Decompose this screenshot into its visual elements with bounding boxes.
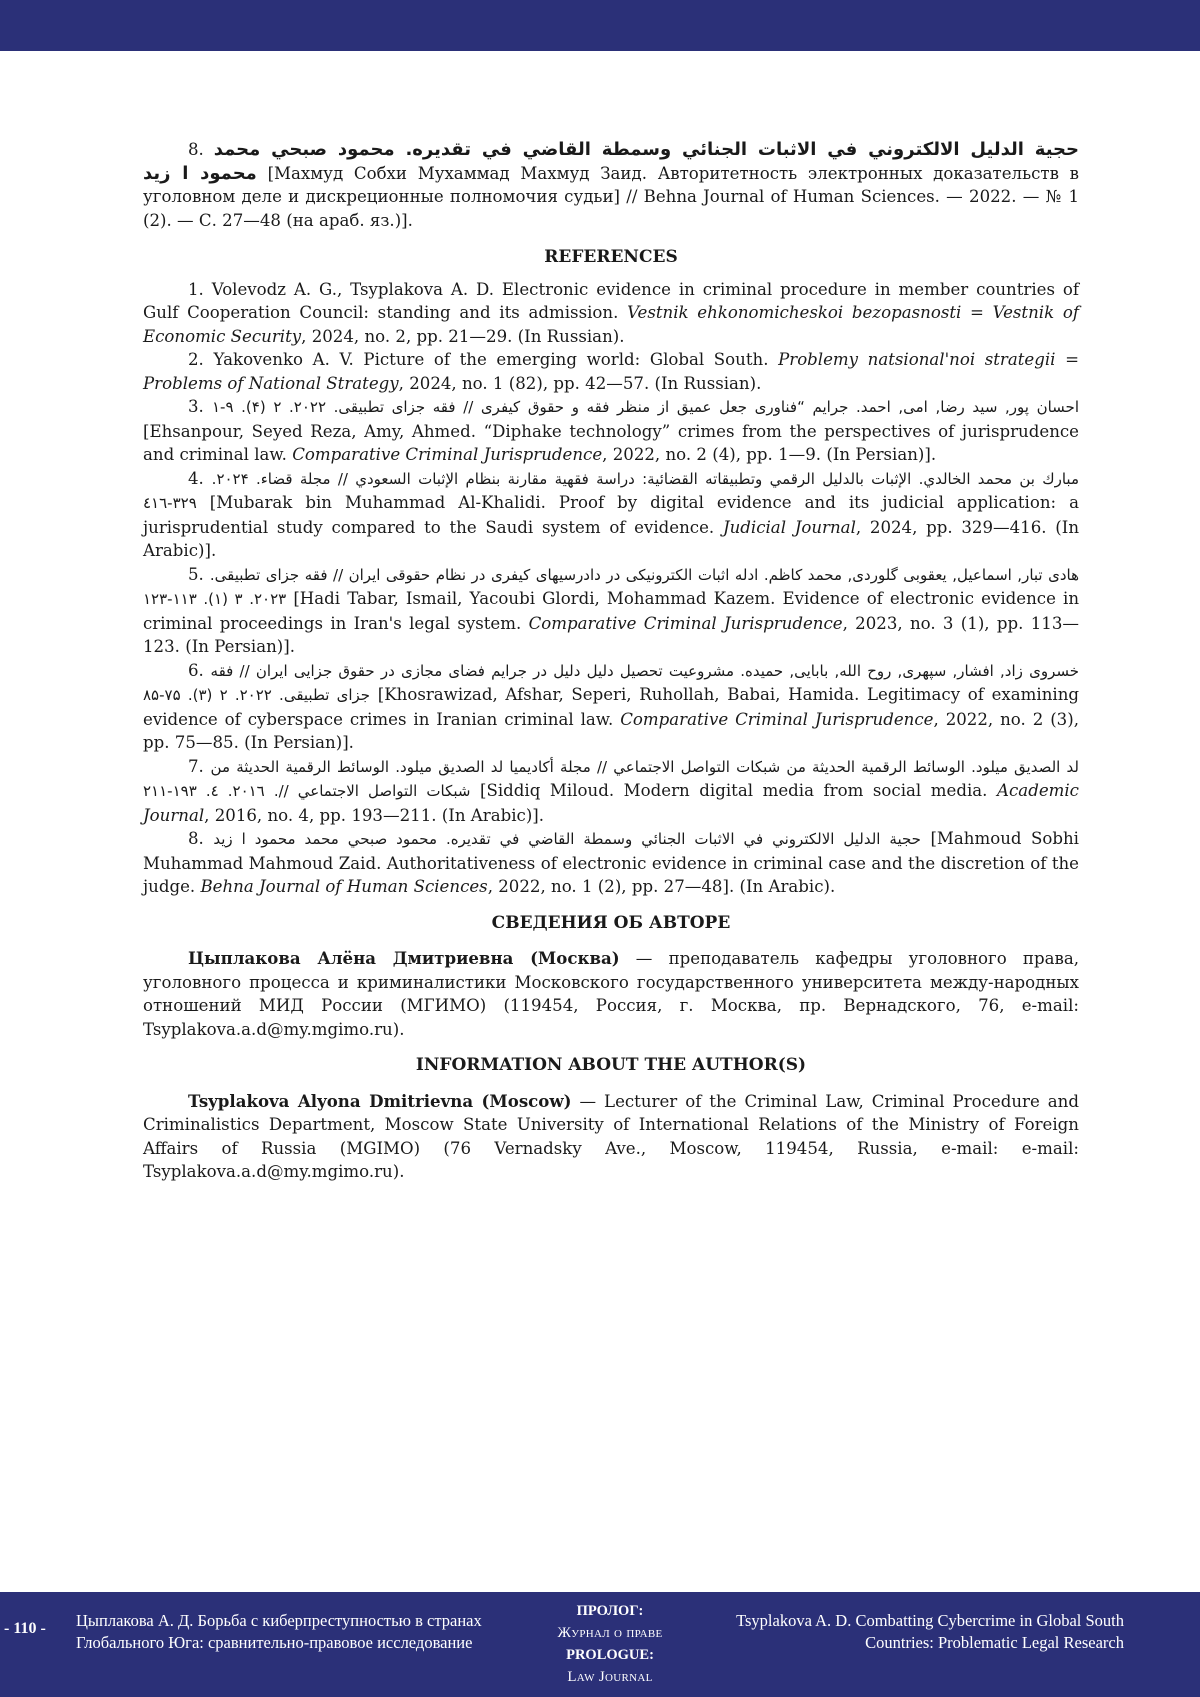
ref-journal: Academic Journal <box>143 781 1079 825</box>
reference-item-7 <box>143 755 1079 828</box>
author-name: Цыплакова Алёна Дмитриевна (Москва) <box>188 948 620 968</box>
journal-title <box>520 1600 700 1688</box>
ref-journal: Comparative Criminal Jurisprudence <box>292 445 603 464</box>
ref-number: 8. <box>188 829 204 848</box>
reference-item-3 <box>143 395 1079 467</box>
arabic-citation: حجية الدليل الالكتروني في الاثبات الجنائي وسمطة القاضي في تقديره. محمود صبحي محمد محمود ا زيد <box>143 139 1079 184</box>
ref-number: 3. <box>188 397 204 416</box>
references-list <box>143 278 1079 899</box>
page-footer <box>0 1592 1200 1697</box>
reference-item-4 <box>143 467 1079 563</box>
page-number: - 110 - <box>4 1620 46 1637</box>
ref-text: [Mahmoud Sobhi Muhammad Mahmoud Zaid. Authoritativeness of electronic evidence in criminal case and the discretion of the judge. <box>143 829 1079 896</box>
author-info-heading-en: INFORMATION ABOUT THE AUTHOR(S) <box>415 1055 807 1075</box>
journal-title-ru: ПРОЛОГ: <box>576 1603 644 1619</box>
ref-details: , 2024, no. 1 (82), pp. 42—57. (In Russian). <box>398 373 762 393</box>
top-header-band <box>0 0 1200 51</box>
arabic-citation: خسروی زاد, افشار, سپهری, روح الله, بابایی, حمیده. مشروعیت تحصیل دلیل دلیل در جرایم فضای مجازی در حقوق جزایی ایران // فقه جزای تطبیقی. ۲۰۲۲. ۲ (۳). ۷۵-۸۵ <box>143 661 1079 704</box>
reference-item-6 <box>143 659 1079 755</box>
ref-journal: Problemy natsional'noi strategii = Problems of National Strategy <box>143 350 1079 393</box>
ref-text: Volevodz A. G., Tsyplakova A. D. Electronic evidence in criminal procedure in member countries of Gulf Cooperation Council: standing and its admission. <box>143 279 1080 322</box>
author-info-en <box>143 1090 1079 1184</box>
author-info-heading-ru: СВЕДЕНИЯ ОБ АВТОРЕ <box>491 912 731 933</box>
reference-item-1 <box>143 278 1079 349</box>
ref-journal: Comparative Criminal Jurisprudence <box>620 709 934 729</box>
ref-number: 2. <box>188 350 204 369</box>
ref-number: 7. <box>188 756 204 776</box>
ref-text: [Mubarak bin Muhammad Al-Khalidi. Proof by digital evidence and its judicial application: a jurisprudential study compared to the Saudi system of evidence. <box>143 493 1079 537</box>
reference-item-8 <box>143 827 1079 899</box>
arabic-citation: مبارك بن محمد الخالدي. الإثبات بالدليل الرقمي وتطبيقاته القضائية: دراسة فقهية مقارنة بنظام الإثبات السعودي // مجلة قضاء. ۲۰۲۴. ۳۲۹-٤١٦ <box>143 469 1079 512</box>
ref-number: 4. <box>188 468 204 488</box>
ref-details: , 2023, no. 3 (1), pp. 113—123. (In Persian)]. <box>143 613 1079 656</box>
author-description: — преподаватель кафедры уголовного права, уголовного процесса и криминалистики Московского государственного университета между-народных отношений МИД России (МГИМО) (119454, Россия, г. Москва, пр. Вернадского, 76, e-mail: Tsyplakova.a.d@my.mgimo.ru). <box>143 949 1080 1039</box>
arabic-citation: هادی تبار, اسماعیل, یعقوبی گلوردی, محمد کاظم. ادله اثبات الکترونیکی در دادرسیهای کیفری در نظام حقوقی ایران // فقه جزای تطبیقی. ۲۰۲۳. ۳ (۱). ۱۱۳-۱۲۳ <box>143 565 1079 608</box>
ref-details: , 2024, pp. 329—416. (In Arabic)]. <box>143 517 1080 560</box>
ref-number: 5. <box>188 564 204 584</box>
ref-journal: Judicial Journal <box>722 517 856 537</box>
ref-details: , 2022, no. 2 (3), pp. 75—85. (In Persian)]. <box>143 709 1079 752</box>
ref-number: 1. <box>188 279 204 299</box>
arabic-citation: لد الصديق ميلود. الوسائط الرقمية الحديثة من شبكات التواصل الاجتماعي // مجلة أكاديميا لد الصديق ميلود. الوسائط الرقمية الحديثة من شبكات التواصل الاجتماعي //. ٢٠١٦. ٤. ١٩٣-٢١١ <box>143 757 1079 800</box>
ref-journal: Vestnik ehkonomicheskoi bezopasnosti = Vestnik of Economic Security <box>143 303 1079 346</box>
ref-text: [Siddiq Miloud. Modern digital media from social media. <box>480 781 988 800</box>
previous-reference-8 <box>143 138 1079 232</box>
ref-text: [Khosrawizad, Afshar, Seperi, Ruhollah, Babai, Hamida. Legitimacy of examining evidence of cyberspace crimes in Iranian criminal law. <box>143 685 1080 729</box>
references-heading: REFERENCES <box>544 247 678 267</box>
ref-details: , 2022, no. 2 (4), pp. 1—9. (In Persian)]. <box>602 445 937 464</box>
arabic-citation: حجية الدليل الالكتروني في الاثبات الجنائي وسمطة القاضي في تقديره. محمود صبحي محمد محمود ا زيد <box>213 830 921 848</box>
ref-number: 6. <box>188 660 204 680</box>
journal-title-en: PROLOGUE: <box>566 1647 654 1663</box>
footer-running-title-ru: Цыплакова А. Д. Борьба с киберпреступностью в странах Глобального Юга: сравнительно-правовое исследование <box>76 1611 482 1652</box>
arabic-citation: احسان پور, سید رضا, امی, احمد. جرایم “فناوری جعل عمیق از منظر فقه و حقوق کیفری // فقه جزای تطبیقی. ۲۰۲۲. ۲ (۴). ۹-۱ <box>211 398 1079 416</box>
author-name: Tsyplakova Alyona Dmitrievna (Moscow) <box>188 1090 572 1111</box>
reference-item-5 <box>143 563 1079 659</box>
ref-details: , 2024, no. 2, pp. 21—29. (In Russian). <box>301 326 625 346</box>
footer-running-title-en: Tsyplakova A. D. Combatting Cybercrime in Global South Countries: Problematic Legal Research <box>736 1611 1124 1652</box>
ref-text: [Hadi Tabar, Ismail, Yacoubi Glordi, Mohammad Kazem. Evidence of electronic evidence in criminal proceedings in Iran's legal system. <box>143 589 1080 633</box>
author-info-ru <box>143 947 1079 1041</box>
journal-subtitle-ru: Журнал о праве <box>557 1625 663 1641</box>
ref-text: [Ehsanpour, Seyed Reza, Amy, Ahmed. “Diphake technology” crimes from the perspectives of jurisprudence and criminal law. <box>143 421 1079 464</box>
page-content <box>143 138 1079 1184</box>
ref-number: 8. <box>188 140 204 159</box>
ref-text: Yakovenko A. V. Picture of the emerging world: Global South. <box>213 350 769 369</box>
reference-item-2 <box>143 348 1079 395</box>
ref-details: , 2022, no. 1 (2), pp. 27—48]. (In Arabic). <box>487 877 836 896</box>
ref-text: [Махмуд Собхи Мухаммад Махмуд Заид. Авторитетность электронных доказательств в уголовном деле и дискреционные полномочия судьи] // Behna Journal of Human Sciences. — 2022. — № 1 (2). — С. 27—48 (на араб. яз.)]. <box>143 163 1080 230</box>
author-description: — Lecturer of the Criminal Law, Criminal Procedure and Criminalistics Department, Moscow State University of International Relations of the Ministry of Foreign Affairs of Russia (MGIMO) (76 Vernadsky Ave., Moscow, 119454, Russia, e-mail: e-mail: Tsyplakova.a.d@my.mgimo.ru). <box>143 1091 1079 1181</box>
ref-journal: Behna Journal of Human Sciences <box>200 877 488 896</box>
journal-subtitle-en: Law Journal <box>567 1669 653 1685</box>
ref-journal: Comparative Criminal Jurisprudence <box>528 613 843 633</box>
ref-details: , 2016, no. 4, pp. 193—211. (In Arabic)]. <box>204 805 545 825</box>
